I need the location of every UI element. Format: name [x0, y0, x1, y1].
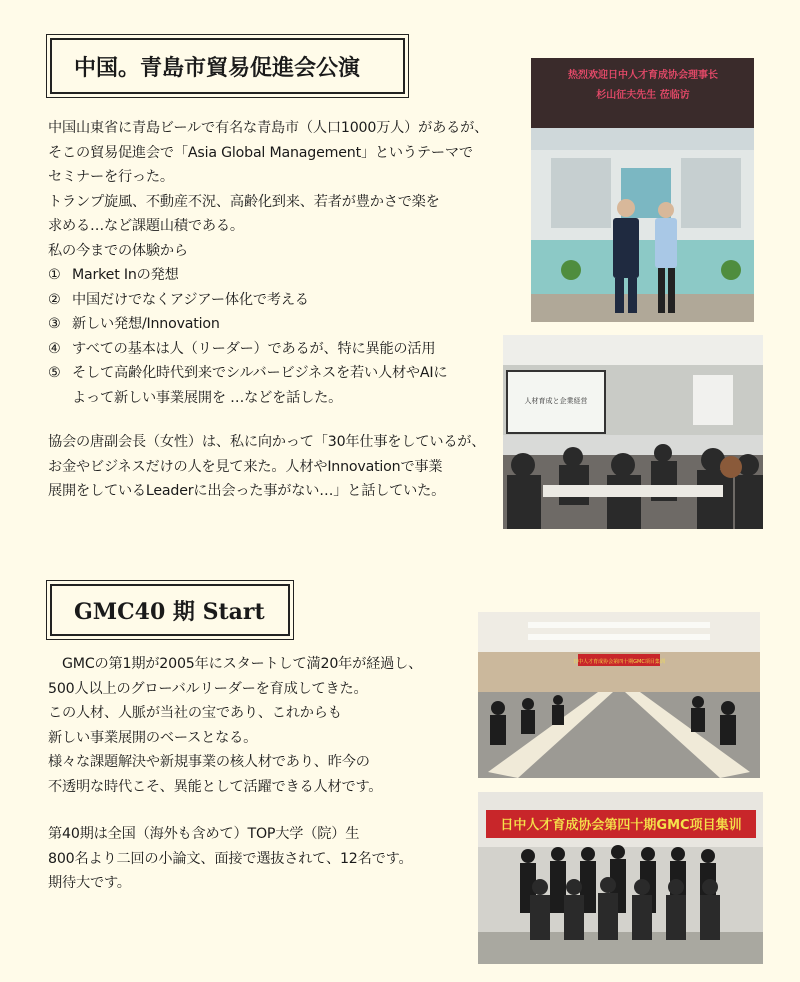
- list-item-number: ②: [48, 291, 61, 308]
- photo1-banner-line2: 杉山征夫先生 莅临访: [596, 90, 690, 101]
- photo-seminar-room: [503, 335, 763, 529]
- quote-line: お金やビジネスだけの人を見て来た。人材やInnovationで事業: [48, 458, 443, 475]
- para-line: 800名より二回の小論文、面接で選抜されて、12名です。: [48, 850, 413, 867]
- photo2-slide-text: 人材育成と企業経営: [524, 397, 588, 405]
- photo4-banner-text: 日中人才育成协会第四十期GMC项目集训: [500, 818, 742, 833]
- para-line: 500人以上のグローバルリーダーを育成してきた。: [48, 680, 368, 697]
- list-item-number: ①: [48, 267, 61, 283]
- list-item-text: 新しい発想/Innovation: [72, 316, 220, 332]
- list-item-text: Market Inの発想: [72, 267, 179, 283]
- section2-title: [50, 584, 290, 636]
- section2-paragraph: [48, 652, 422, 799]
- list-item-text: そして高齢化時代到来でシルバービジネスを若い人材やAIに: [72, 365, 448, 381]
- para-line: この人材、人脈が当社の宝であり、これからも: [48, 705, 342, 721]
- list-item-number: ④: [48, 340, 61, 357]
- list-item-continuation: [48, 386, 488, 411]
- section2-title-text: GMC40 期 Start: [74, 598, 265, 625]
- list-item: [48, 288, 488, 313]
- section1-intro: [48, 116, 488, 410]
- list-item: [48, 263, 488, 288]
- list-item-number: ③: [48, 316, 61, 332]
- intro-line: 私の今までの体験から: [48, 242, 188, 259]
- para-line: 新しい事業展開のベースとなる。: [48, 729, 258, 746]
- list-item: [48, 337, 488, 362]
- list-item-text: すべての基本は人（リーダー）であるが、特に異能の活用: [72, 340, 436, 357]
- para-line: GMCの第1期が2005年にスタートして満20年が経過し、: [48, 656, 423, 672]
- photo-group: [478, 792, 763, 964]
- quote-line: 協会の唐副会長（女性）は、私に向かって「30年仕事をしているが、: [48, 434, 486, 450]
- quote-line: 展開をしているLeaderに出会った事がない…」と話していた。: [48, 483, 446, 499]
- para-line: 様々な課題解決や新規事業の核人材であり、昨今の: [48, 754, 370, 770]
- section1-title-text: 中国。青島市貿易促進会公演: [74, 54, 361, 81]
- list-item-text: 中国だけでなくアジアー体化で考える: [72, 291, 309, 308]
- para-line: 不透明な時代こそ、異能として活躍できる人材です。: [48, 778, 383, 795]
- list-item: [48, 361, 488, 386]
- para-line: 第40期は全国（海外も含めて）TOP大学（院）生: [48, 826, 360, 842]
- intro-line: 求める…など課題山積である。: [48, 218, 244, 234]
- list-item-text: よって新しい事業展開を …などを話した。: [72, 389, 343, 406]
- intro-line: そこの貿易促進会で「Asia Global Management」というテーマで: [48, 144, 473, 161]
- photo1-banner-line1: 热烈欢迎日中人才育成协会理事长: [568, 70, 718, 81]
- photo-welcome-banner: [531, 58, 754, 322]
- intro-line: トランプ旋風、不動産不況、高齢化到来、若者が豊かさで楽を: [48, 193, 440, 210]
- intro-line: セミナーを行った。: [48, 169, 174, 185]
- section1-title: [50, 38, 405, 94]
- list-item: [48, 312, 488, 337]
- section2-paragraph-2: [48, 822, 412, 896]
- para-line: 期待大です。: [48, 875, 131, 891]
- section1-quote: [48, 430, 485, 504]
- list-item-number: ⑤: [48, 365, 61, 381]
- photo-conference-room: [478, 612, 760, 778]
- photo3-banner-text: 日中人才育成协会第四十期GMC项目集训: [573, 659, 665, 665]
- intro-line: 中国山東省に青島ビールで有名な青島市（人口1000万人）があるが、: [48, 120, 489, 136]
